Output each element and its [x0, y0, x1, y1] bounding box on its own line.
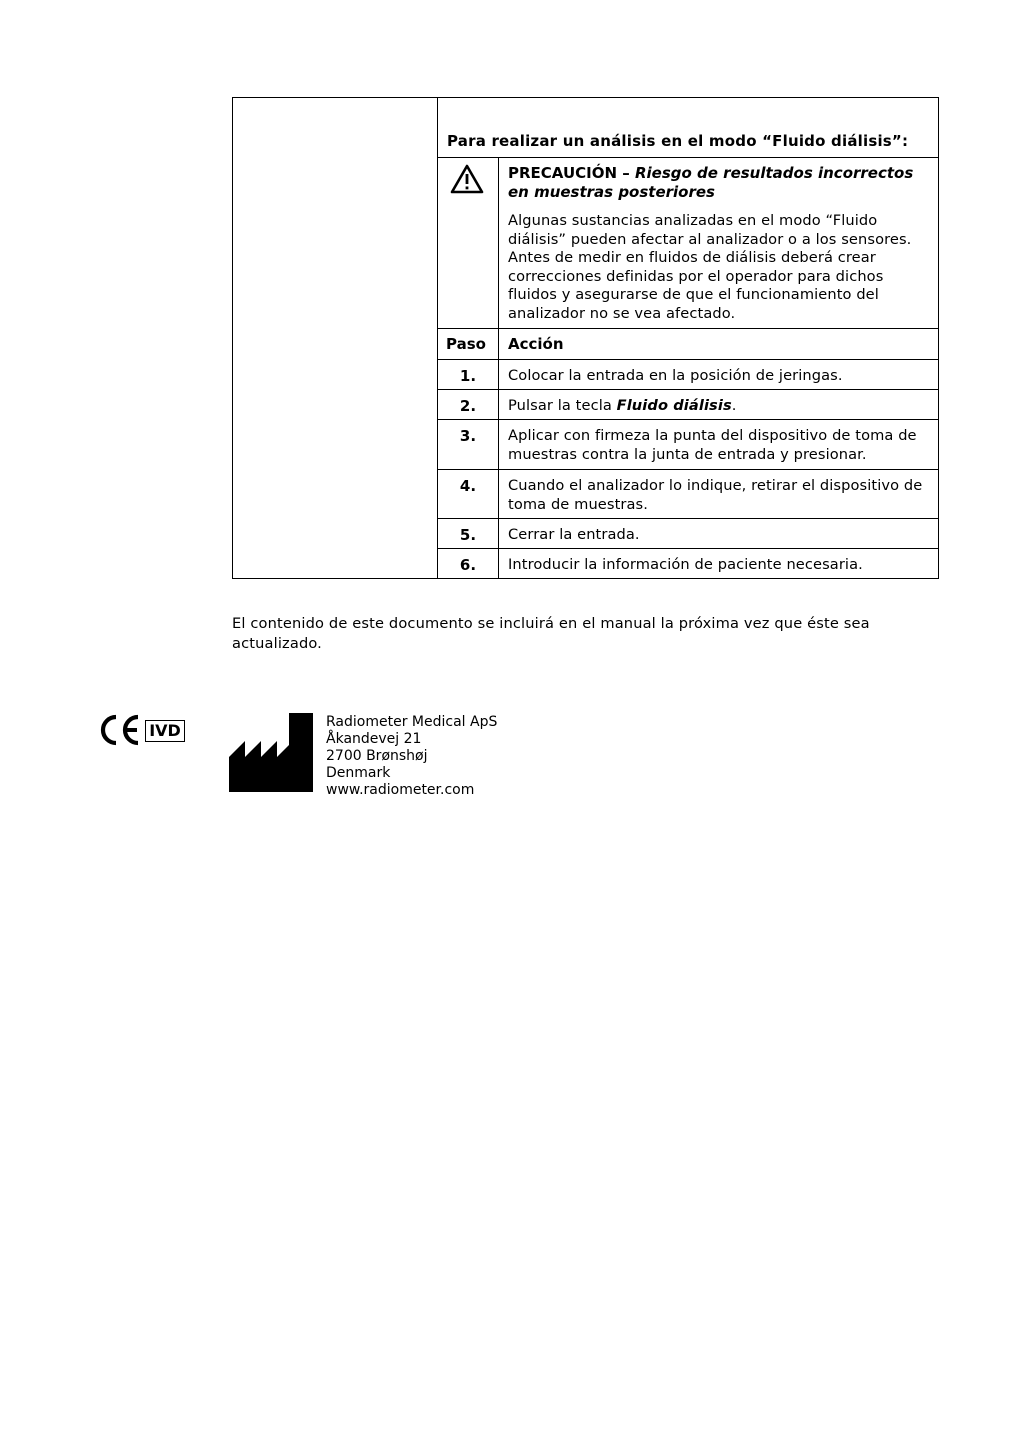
step-number: 4. — [459, 477, 477, 495]
table-divider — [437, 548, 939, 549]
table-divider — [437, 469, 939, 470]
column-header-action: Acción — [508, 335, 564, 353]
caution-subtitle: Riesgo de resultados incorrectos en muestras posteriores — [508, 164, 914, 201]
caution-label: PRECAUCIÓN – — [508, 164, 630, 182]
step-number: 3. — [459, 427, 477, 445]
table-divider — [437, 389, 939, 390]
manufacturer-country: Denmark — [326, 765, 391, 781]
step-action: Colocar la entrada en la posición de jeringas. — [508, 367, 843, 384]
table-divider — [437, 419, 939, 420]
step-number: 5. — [459, 526, 477, 544]
step-action: Aplicar con firmeza la punta del dispositivo de toma de muestras contra la junta de entrada y presionar. — [508, 427, 917, 463]
step-number: 6. — [459, 556, 477, 574]
manufacturer-name: Radiometer Medical ApS — [326, 714, 498, 730]
step-action — [508, 397, 933, 416]
step-number: 2. — [459, 397, 477, 415]
key-name: Fluido diálisis — [616, 397, 732, 414]
update-note: El contenido de este documento se incluirá en el manual la próxima vez que éste sea actualizado. — [232, 615, 870, 652]
step-action-text: Pulsar la tecla — [508, 397, 617, 414]
warning-triangle-icon — [450, 164, 484, 194]
step-action: Cerrar la entrada. — [508, 526, 640, 543]
manufacturer-website: www.radiometer.com — [326, 782, 475, 798]
caution-body: Algunas sustancias analizadas en el modo “Fluido diálisis” pueden afectar al analizador o a los sensores. Antes de medir en fluidos de diálisis deberá crear correcciones definidas por el operador para dichos fluidos y asegurarse de que el funcionamiento del analizador no se vea afectado. — [508, 212, 912, 322]
table-divider — [437, 518, 939, 519]
table-divider — [437, 157, 939, 158]
table-divider — [437, 97, 438, 579]
ce-mark-icon — [97, 714, 141, 746]
manufacturer-address — [326, 714, 497, 799]
manufacturer-factory-icon — [229, 713, 313, 792]
table-divider — [498, 157, 499, 579]
table-divider — [437, 359, 939, 360]
table-divider — [437, 328, 939, 329]
manufacturer-city: 2700 Brønshøj — [326, 748, 428, 764]
caution-heading — [508, 164, 928, 202]
step-action-text: . — [731, 397, 737, 414]
step-action: Cuando el analizador lo indique, retirar el dispositivo de toma de muestras. — [508, 477, 923, 513]
manufacturer-street: Åkandevej 21 — [326, 731, 422, 747]
step-action: Introducir la información de paciente necesaria. — [508, 556, 863, 573]
column-header-step: Paso — [446, 335, 486, 353]
procedure-title: Para realizar un análisis en el modo “Fluido diálisis”: — [447, 132, 909, 150]
step-number: 1. — [459, 367, 477, 385]
ivd-symbol: IVD — [145, 720, 185, 742]
